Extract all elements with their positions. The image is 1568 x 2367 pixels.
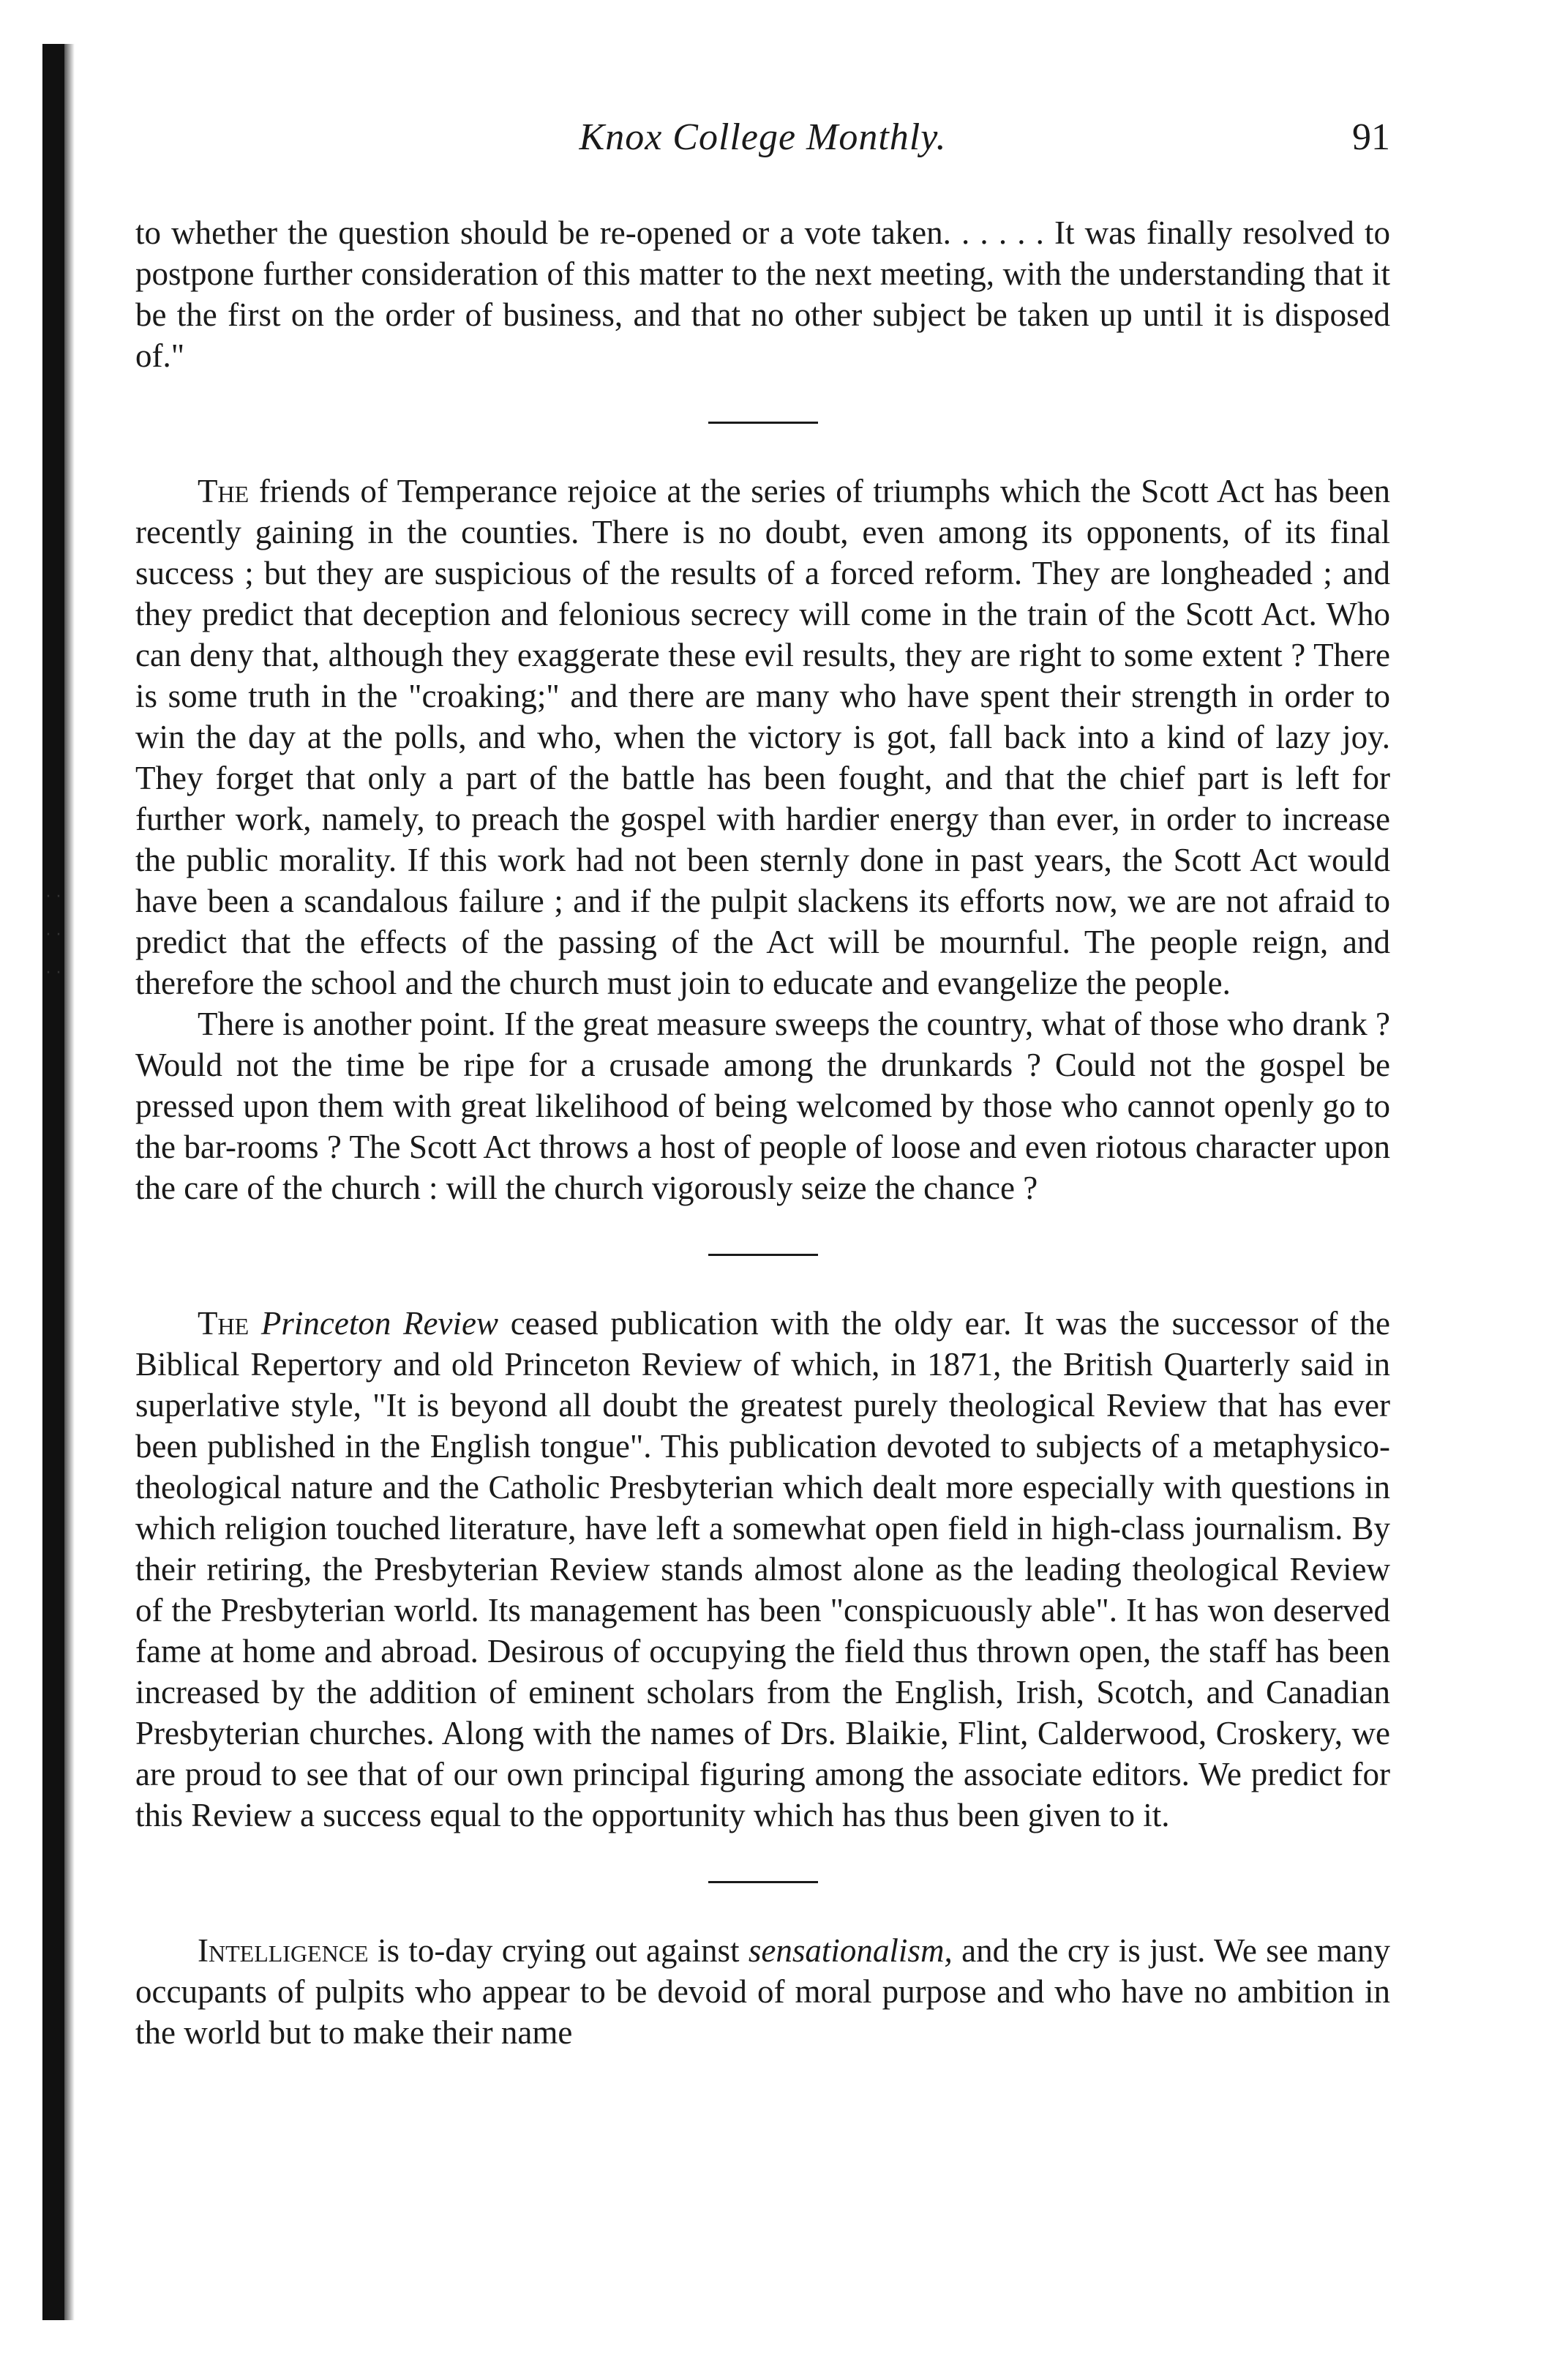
paragraph-text: and the cry is just. We see many occupants of pulpits who appear to be devoid of moral purpose and who have no ambition in the world but to make their name — [135, 1932, 1391, 2051]
page-content — [135, 212, 1390, 2053]
binding-shadow — [64, 44, 75, 2320]
temperance-paragraph-2: There is another point. If the great measure sweeps the country, what of those who drank ? Would not the time be ripe for a crusade among the drunkards ? Could not the gospel be pressed upon them with great likelihood of being welcomed by those who cannot openly go to the bar-rooms ? The Scott Act throws a host of people of loose and even riotous character upon the care of the church : will the church vigorously seize the chance ? — [135, 1006, 1390, 1206]
paragraph-text: ceased publication with the oldy ear. It was the successor of the Biblical Repertory and old Princeton Review of which, in 1871, the British Quarterly said in superlative style, "It is beyond all doubt the greatest purely theological Review that has ever been published in the English tongue". This publication devoted to subjects of a metaphysico-theological nature and the Catholic Presbyterian which dealt more especially with questions in which religion touched literature, have left a somewhat open field in high-class journalism. By their retiring, the Presbyterian Review stands almost alone as the leading theological Review of the Presbyterian world. Its management has been "conspicuously able". It has won deserved fame at home and abroad. Desirous of occupying the field thus thrown open, the staff has been increased by the addition of eminent scholars from the English, Irish, Scotch, and Canadian Presbyterian churches. Along with the names of Drs. Blaikie, Flint, Calderwood, Croskery, we are proud to see that of our own principal figuring among the associate editors. We predict for this Review a success equal to the opportunity which has thus been given to it. — [135, 1305, 1390, 1833]
lead-word: The — [198, 1305, 250, 1342]
binding-edge — [42, 44, 64, 2320]
page-number: 91 — [1352, 116, 1390, 158]
temperance-paragraph — [135, 471, 1390, 1003]
review-title: Princeton Review — [260, 1305, 498, 1342]
paragraph-text: friends of Temperance rejoice at the series of triumphs which the Scott Act has been recently gaining in the counties. There is no doubt, even among its opponents, of its final success ; but they are suspicious of the results of a forced reform. They are longheaded ; and they predict that deception and felonious secrecy will come in the train of the Scott Act. Who can deny that, although they exaggerate these evil results, they are right to some extent ? There is some truth in the "croaking;" and there are many who have spent their strength in order to win the day at the polls, and who, when the victory is got, fall back into a kind of lazy joy. They forget that only a part of the battle has been fought, and that the chief part is left for further work, namely, to preach the gospel with hardier energy than ever, in order to increase the public morality. If this work had not been sternly done in past years, the Scott Act would have been a scandalous failure ; and if the pulpit slackens its efforts now, we are not afraid to predict that the effects of the passing of the Act will be mournful. The people reign, and therefore the school and the church must join to educate and evangelize the people. — [135, 473, 1391, 1001]
running-title: Knox College Monthly. — [579, 116, 947, 158]
article-continuation: to whether the question should be re-opened or a vote taken. . . . . . It was finally resolved to postpone further consideration of this matter to the next meeting, with the understanding that it be the first on the order of business, and that no other subject be taken up until it is disposed of." — [135, 214, 1390, 374]
paragraph-text: is to-day crying out against — [378, 1932, 740, 1969]
running-head — [135, 116, 1390, 174]
edge-marks: · · · · · · — [45, 888, 61, 982]
princeton-review-paragraph — [135, 1303, 1390, 1836]
sensationalism-paragraph — [135, 1930, 1390, 2053]
lead-word: The — [198, 473, 250, 509]
lead-word: Intelligence — [198, 1932, 369, 1969]
emphasized-word: sensationalism, — [748, 1932, 953, 1969]
